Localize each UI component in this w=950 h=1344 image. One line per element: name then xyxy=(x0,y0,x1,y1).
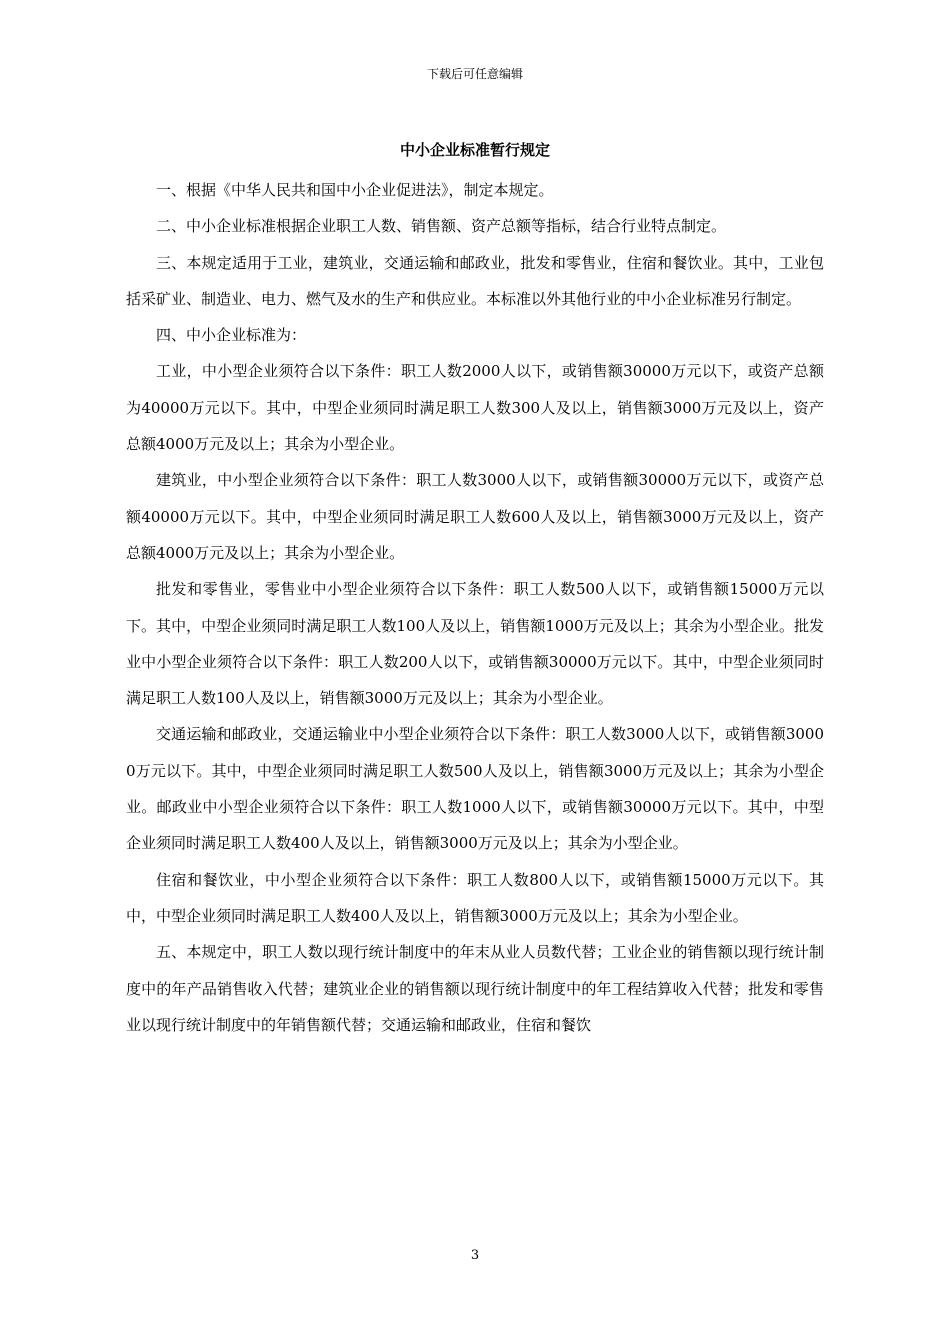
paragraph-3: 三、本规定适用于工业，建筑业，交通运输和邮政业，批发和零售业，住宿和餐饮业。其中，工业包括采矿业、制造业、电力、燃气及水的生产和供应业。本标准以外其他行业的中小企业标准另行制定。 xyxy=(126,253,824,308)
paragraph-7: 批发和零售业，零售业中小型企业须符合以下条件：职工人数500人以下，或销售额15000万元以下。其中，中型企业须同时满足职工人数100人及以上，销售额1000万元及以上；其余为小型企业。批发业中小型企业须符合以下条件：职工人数200人以下，或销售额30000万元以下。其中，中型企业须同时满足职工人数100人及以上，销售额3000万元及以上；其余为小型企业。 xyxy=(126,580,824,708)
document-title: 中小企业标准暂行规定 xyxy=(399,141,550,159)
paragraph-1: 一、根据《中华人民共和国中小企业促进法》，制定本规定。 xyxy=(156,181,554,199)
paragraph-9: 住宿和餐饮业，中小型企业须符合以下条件：职工人数800人以下，或销售额15000万元以下。其中，中型企业须同时满足职工人数400人及以上，销售额3000万元及以上；其余为小型企业。 xyxy=(126,870,824,925)
document-body xyxy=(126,172,824,1043)
paragraph-10: 五、本规定中，职工人数以现行统计制度中的年末从业人员数代替；工业企业的销售额以现行统计制度中的年产品销售收入代替；建筑业企业的销售额以现行统计制度中的年工程结算收入代替；批发和零售业以现行统计制度中的年销售额代替；交通运输和邮政业，住宿和餐饮 xyxy=(126,943,824,1034)
paragraph-6: 建筑业，中小型企业须符合以下条件：职工人数3000人以下，或销售额30000万元以下，或资产总额40000万元以下。其中，中型企业须同时满足职工人数600人及以上，销售额3000万元及以上，资产总额4000万元及以上；其余为小型企业。 xyxy=(126,471,824,562)
paragraph-5: 工业，中小型企业须符合以下条件：职工人数2000人以下，或销售额30000万元以下，或资产总额为40000万元以下。其中，中型企业须同时满足职工人数300人及以上，销售额3000万元及以上，资产总额4000万元及以上；其余为小型企业。 xyxy=(126,362,824,454)
paragraph-2: 二、中小企业标准根据企业职工人数、销售额、资产总额等指标，结合行业特点制定。 xyxy=(156,217,727,236)
paragraph-4: 四、中小企业标准为： xyxy=(156,326,307,345)
header-note: 下载后可任意编辑 xyxy=(426,67,523,81)
paragraph-8: 交通运输和邮政业，交通运输业中小型企业须符合以下条件：职工人数3000人以下，或销售额30000万元以下。其中，中型企业须同时满足职工人数500人及以上，销售额3000万元及以上；其余为小型企业。邮政业中小型企业须符合以下条件：职工人数1000人以下，或销售额30000万元以下。其中，中型企业须同时满足职工人数400人及以上，销售额3000万元及以上；其余为小型企业。 xyxy=(126,725,824,853)
page-number: 3 xyxy=(470,1248,480,1263)
